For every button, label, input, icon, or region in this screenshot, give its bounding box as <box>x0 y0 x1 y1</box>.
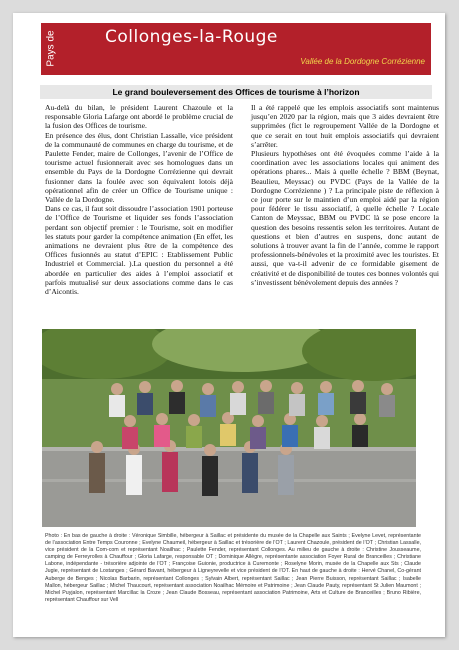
pays-label-box <box>43 27 63 71</box>
masthead-banner <box>41 23 431 75</box>
photo-caption: Photo : En bas de gauche à droite : Véronique Simbille, hébergeur à Saillac et présidente du musée de la Chapelle aux Saints ; Evelyne Levet, représentante de l’association Entre Temps Couronne ; Evelyne Chaumeil, hébergeur à Saillac et trésorière de l’OT ; Laurent Chazoule, président de l’OT ; Christian Lassalle, vice président de la Com-com et représentant Noailhac ; Paulette Fender, représentant Collonges. Au milieu de gauche à droite : Christine Jousseaume, camping de Ferreyrolles à Chauffour ; Gloria Lafarge, responsable OT ; Dominique Allègre, représentante association Foyer Rural de Branceilles ; Christiane Labone, indépendante - trésorière adjointe de l’OT ; Françoise Guionie, productrice à Curemonte ; Roselyne Morin, musée de la Chapelle aux Sts ; Claude Jugie, représentant de Lostanges ; Gérard Bavant, hébergeur à Ligneyrevelle et vice président de l’OT. En haut de gauche à droite : Hervé Chanel, Co-gérant Auberge de Benges ; Nicolas Barbarin, représentant Collonges ; Sylvain Albert, représentant Saillac ; Jean Pierre Buisson, représentant Saillac ; Isabelle Mallon, hébergeur Saillac ; Michel Thaucourt, représentant association Noailhac Mémoire et Patrimoine ; Jean Claude Pauty, représentant St Julien Maumont ; Michel Puyjalon, représentant Marcillac la Croze ; Jean Claude Bosseau, représentant association Patrimoine, Arts et Culture de Branceilles ; Bruno Ribière, représentant Chauffour sur Vell <box>45 533 421 603</box>
article-column-right <box>251 103 439 287</box>
pays-label: Pays de <box>45 30 57 67</box>
paragraph: En présence des élus, dont Christian Lassalle, vice président de la communauté de communes en charge du tourisme, et de Paulette Fender, maire de Collonges, l’avenir de l’Office de tourisme actuel fusionnerait avec ses homologues dans un ensemble du Pays de la Dordogne Corrézienne qui devrait fusionner dans la foulée avec son équivalent lotois déjà opérationnel afin de créer un Office de Tourisme unique : Vallée de la Dordogne. <box>45 130 233 205</box>
article-column-left <box>45 103 233 296</box>
group-photo <box>42 329 416 527</box>
paragraph: Il a été rappelé que les emplois associatifs sont maintenus jusqu’en 2020 par la région, mais que 3 aides devraient être supprimées (fict le regroupement Vallée de la Dordogne et que ce serait en tout huit emplois associatifs qui devraient s’arrêter. <box>251 103 439 149</box>
article-headline: Le grand bouleversement des Offices de tourisme à l’horizon <box>40 85 432 99</box>
newsletter-page <box>13 13 445 637</box>
paragraph: Dans ce cas, il faut soit dissoudre l’association 1901 porteuse de l’Office de Tourisme et liquider ses fonds l’association perdant son objectif premier : le Tourisme, soit en modifier les statuts pour garder la compétence animation (En effet, les animations ne devraient plus être de la compétence des Offices fusionnés au statut d’EPIC : Etablissement Public Industriel et Commercial. ).La question du personnel a été abordée en particulier des aides à l’emploi associatif et parfois mutualisé sur deux associations comme dans le cas d’Aicontis. <box>45 204 233 297</box>
paragraph: Plusieurs hypothèses ont été évoquées comme l’aide à la coordination avec les associations locales qui animent des opérations phares... Mais à quelle échelle ? BBM (Beynat, Beaulieu, Meyssac) ou PVDC (Pays de la Vallée de la Dordogne Corrézienne ) ? La principale piste de réflexion à ce jour porte sur le maintien d’un emploi aidé par la région pour fédérer le tissu associatif, à quelle échelle ? Locale Canton de Meyssac, BBM ou PVDC là se pose encore la question des besoins ressentis selon les territoires. Autant de questions et bien d’autres en suspens, donc autant de solutions à trouver avant la fin de l’année, comme le rapport professionnels-bénévoles et la proximité avec les touristes. Et aussi, que va-t-il advenir de ce formidable gisement de créativité et de disponibilité de toutes ces bonnes volontés qui s’investissent bénévolement depuis des années ? <box>251 149 439 287</box>
group-photo-illustration <box>42 329 416 527</box>
masthead-subtitle: Vallée de la Dordogne Corrézienne <box>300 57 425 66</box>
town-title: Collonges-la-Rouge <box>105 27 278 47</box>
paragraph: Au-delà du bilan, le président Laurent Chazoule et la responsable Gloria Lafarge ont abordé le problème crucial de la fusion des Offices de tourisme. <box>45 103 233 131</box>
